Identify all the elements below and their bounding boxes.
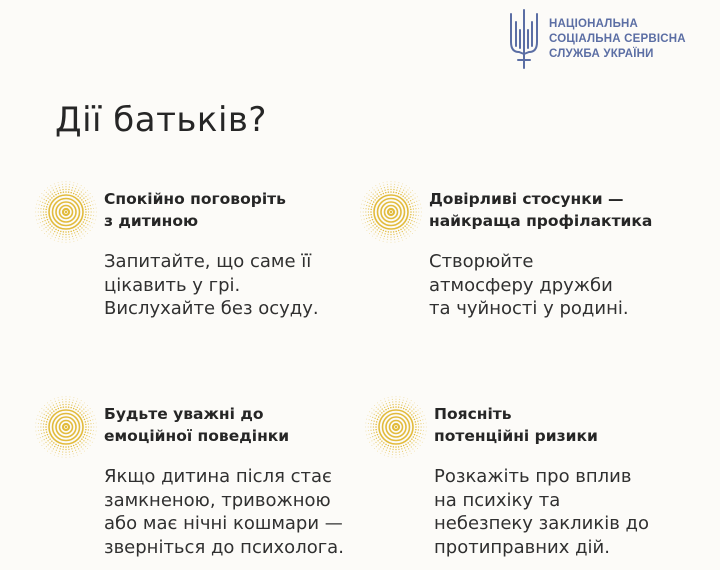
card-title: Будьте уважні до емоційної поведінки: [104, 405, 290, 445]
page-title: Дії батьків?: [55, 100, 267, 140]
card-title: Спокійно поговоріть з дитиною: [104, 190, 286, 230]
sun-icon: [362, 393, 430, 461]
card-body: Якщо дитина після стає замкненою, тривожною або має нічні кошмари — зверніться до психолога.: [104, 466, 344, 558]
logo-line-3: СЛУЖБА УКРАЇНИ: [549, 47, 654, 60]
logo-text: [549, 17, 686, 62]
card-title: Поясніть потенційні ризики: [434, 405, 598, 445]
logo-line-2: СОЦІАЛЬНА СЕРВІСНА: [549, 32, 686, 45]
card-body: Розкажіть про вплив на психіку та небезпеку закликів до протиправних дій.: [434, 466, 650, 558]
card-body: Створюйте атмосферу дружби та чуйності у родині.: [429, 251, 629, 319]
sun-icon: [32, 393, 100, 461]
card-title: Довірливі стосунки — найкраща профілактика: [429, 190, 653, 230]
logo-line-1: НАЦІОНАЛЬНА: [549, 17, 639, 30]
sun-icon: [357, 178, 425, 246]
card-body: Запитайте, що саме її цікавить у грі. Вислухайте без осуду.: [104, 251, 319, 319]
logo: [505, 8, 686, 70]
trident-icon: [505, 8, 543, 70]
sun-icon: [32, 178, 100, 246]
